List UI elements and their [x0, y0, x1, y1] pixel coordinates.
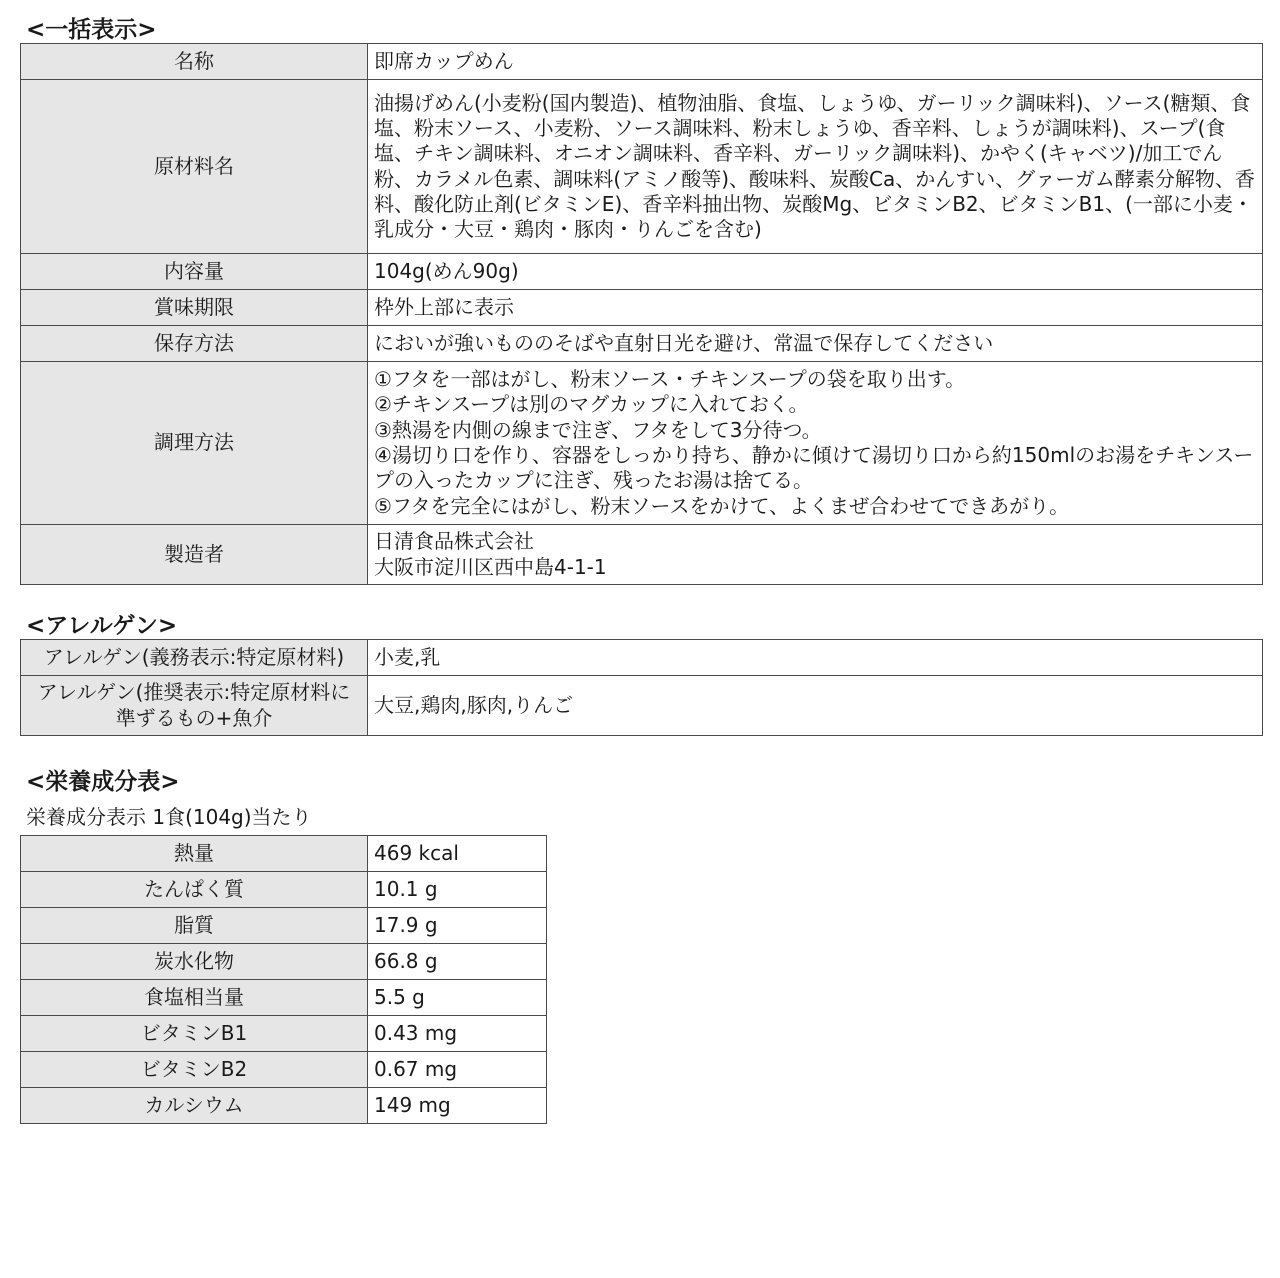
section-heading-allergen: <アレルゲン>: [26, 613, 178, 639]
table-row: [21, 872, 547, 908]
row-value-vitamin-b2: 0.67 mg: [368, 1052, 547, 1088]
row-label-carbohydrate: 炭水化物: [21, 944, 368, 980]
table-row: [21, 836, 547, 872]
row-label-cooking: 調理方法: [21, 362, 368, 525]
row-value-energy: 469 kcal: [368, 836, 547, 872]
section-heading-ikkatsu: <一括表示>: [26, 17, 157, 43]
row-value-allergen-mandatory: 小麦,乳: [368, 640, 1263, 676]
nutrition-caption: 栄養成分表示 1食(104g)当たり: [26, 805, 312, 829]
row-label-best-before: 賞味期限: [21, 290, 368, 326]
row-value-cooking: ①フタを一部はがし、粉末ソース・チキンスープの袋を取り出す。 ②チキンスープは別のマグカップに入れておく。 ③熱湯を内側の線まで注ぎ、フタをして3分待つ。 ④湯切り口を作り、容器をしっかり持ち、静かに傾けて湯切り口から約150mlのお湯をチキンスープの入ったカップに注ぎ、残ったお湯は捨てる。 ⑤フタを完全にはがし、粉末ソースをかけて、よくまぜ合わせてできあがり。: [368, 362, 1263, 525]
table-row: [21, 326, 1263, 362]
table-row: [21, 640, 1263, 676]
row-value-manufacturer: 日清食品株式会社 大阪市淀川区西中島4-1-1: [368, 525, 1263, 585]
row-label-vitamin-b1: ビタミンB1: [21, 1016, 368, 1052]
table-row: [21, 1088, 547, 1124]
row-value-net-content: 104g(めん90g): [368, 254, 1263, 290]
row-label-allergen-recommended: アレルゲン(推奨表示:特定原材料に準ずるもの+魚介: [21, 676, 368, 736]
allergen-table: [20, 639, 1263, 736]
row-value-vitamin-b1: 0.43 mg: [368, 1016, 547, 1052]
row-value-carbohydrate: 66.8 g: [368, 944, 547, 980]
row-value-protein: 10.1 g: [368, 872, 547, 908]
table-row: [21, 254, 1263, 290]
row-label-ingredients: 原材料名: [21, 80, 368, 254]
table-row: [21, 1016, 547, 1052]
row-label-protein: たんぱく質: [21, 872, 368, 908]
row-label-salt: 食塩相当量: [21, 980, 368, 1016]
row-label-calcium: カルシウム: [21, 1088, 368, 1124]
table-row: [21, 944, 547, 980]
table-row: [21, 980, 547, 1016]
table-row: [21, 80, 1263, 254]
row-label-fat: 脂質: [21, 908, 368, 944]
row-value-calcium: 149 mg: [368, 1088, 547, 1124]
row-value-best-before: 枠外上部に表示: [368, 290, 1263, 326]
table-row: [21, 676, 1263, 736]
row-value-allergen-recommended: 大豆,鶏肉,豚肉,りんご: [368, 676, 1263, 736]
table-row: [21, 525, 1263, 585]
row-label-storage: 保存方法: [21, 326, 368, 362]
row-label-net-content: 内容量: [21, 254, 368, 290]
row-label-vitamin-b2: ビタミンB2: [21, 1052, 368, 1088]
table-row: [21, 44, 1263, 80]
row-value-ingredients: 油揚げめん(小麦粉(国内製造)、植物油脂、食塩、しょうゆ、ガーリック調味料)、ソース(糖類、食塩、粉末ソース、小麦粉、ソース調味料、粉末しょうゆ、香辛料、しょうが調味料)、スープ(食塩、チキン調味料、オニオン調味料、香辛料、ガーリック調味料)、かやく(キャベツ)/加工でん粉、カラメル色素、調味料(アミノ酸等)、酸味料、炭酸Ca、かんすい、グァーガム酵素分解物、香料、酸化防止剤(ビタミンE)、香辛料抽出物、炭酸Mg、ビタミンB2、ビタミンB1、(一部に小麦・乳成分・大豆・鶏肉・豚肉・りんごを含む): [368, 80, 1263, 254]
ikkatsu-table: [20, 43, 1263, 585]
row-label-name: 名称: [21, 44, 368, 80]
table-row: [21, 362, 1263, 525]
row-value-storage: においが強いもののそばや直射日光を避け、常温で保存してください: [368, 326, 1263, 362]
table-row: [21, 1052, 547, 1088]
table-row: [21, 908, 547, 944]
row-value-salt: 5.5 g: [368, 980, 547, 1016]
row-label-manufacturer: 製造者: [21, 525, 368, 585]
table-row: [21, 290, 1263, 326]
row-value-fat: 17.9 g: [368, 908, 547, 944]
row-label-allergen-mandatory: アレルゲン(義務表示:特定原材料): [21, 640, 368, 676]
row-value-name: 即席カップめん: [368, 44, 1263, 80]
nutrition-table: [20, 835, 547, 1124]
section-heading-nutrition: <栄養成分表>: [26, 769, 180, 795]
row-label-energy: 熱量: [21, 836, 368, 872]
